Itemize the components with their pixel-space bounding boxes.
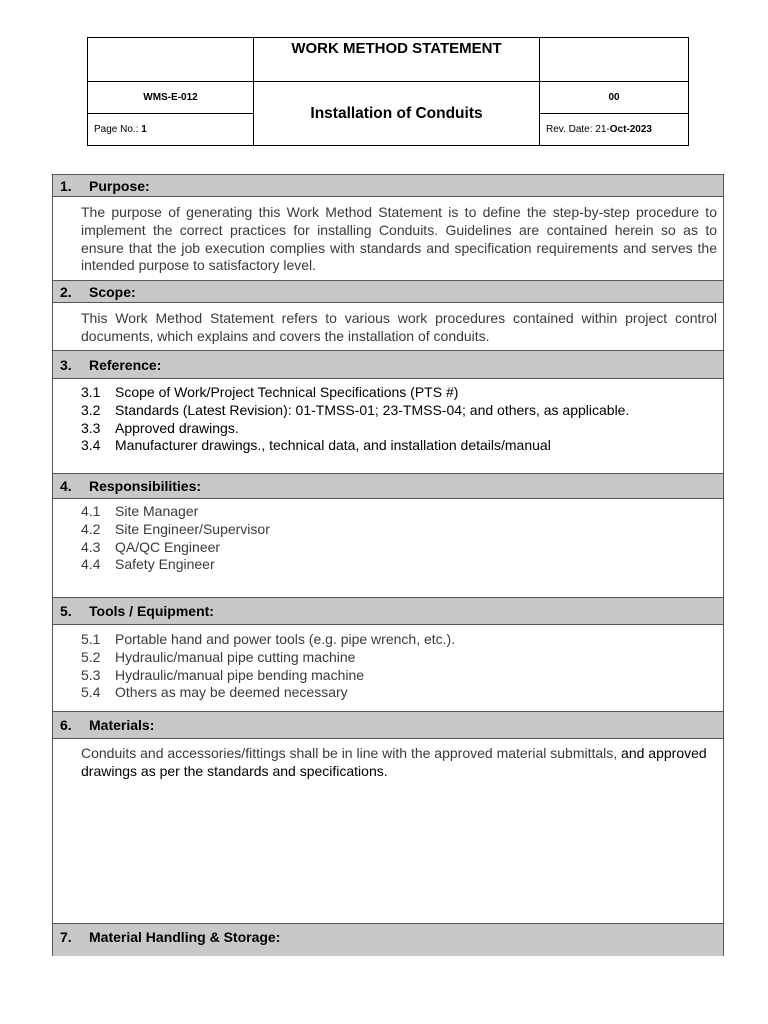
section-body-scope — [52, 303, 724, 350]
item-text: Portable hand and power tools (e.g. pipe wrench, etc.). — [115, 631, 456, 647]
list-item — [81, 402, 717, 420]
item-number: 3.4 — [81, 437, 101, 454]
section-number: 6. — [60, 717, 72, 733]
item-text: Site Manager — [115, 503, 199, 519]
item-number: 5.2 — [81, 648, 101, 665]
item-number: 4.2 — [81, 520, 101, 537]
section-heading-handling — [52, 923, 724, 956]
list-item — [81, 684, 717, 702]
item-number: 5.1 — [81, 631, 101, 647]
list-item — [81, 539, 717, 557]
item-number: 4.1 — [81, 503, 101, 519]
section-number: 7. — [60, 929, 72, 945]
section-heading-materials — [52, 711, 724, 739]
section-title: Material Handling & Storage: — [89, 929, 281, 945]
list-item — [81, 667, 717, 685]
section-body-materials — [52, 739, 724, 923]
materials-text-a: Conduits and accessories/fittings shall be in line with the approved material submittals, — [81, 745, 618, 761]
materials-text-b: and approved drawings as per the standards and specifications. — [81, 745, 707, 779]
item-number: 4.3 — [81, 538, 101, 555]
item-text: Manufacturer drawings., technical data, and installation details/manual — [115, 437, 551, 454]
item-text: Hydraulic/manual pipe cutting machine — [115, 648, 356, 665]
item-number: 3.2 — [81, 401, 101, 418]
list-item — [81, 503, 717, 521]
list-item — [81, 437, 717, 455]
item-text: Scope of Work/Project Technical Specifications (PTS #) — [115, 384, 459, 400]
section-body-reference — [52, 379, 724, 473]
item-number: 5.3 — [81, 666, 101, 683]
item-text: Site Engineer/Supervisor — [115, 520, 270, 537]
section-number: 2. — [60, 283, 72, 300]
header-logo-cell — [88, 38, 254, 82]
list-item — [81, 384, 717, 402]
section-body-tools — [52, 625, 724, 711]
rev-date-value: Oct-2023 — [609, 124, 652, 135]
section-number: 4. — [60, 478, 72, 494]
page-value: 1 — [141, 124, 147, 135]
item-text: Others as may be deemed necessary — [115, 684, 348, 701]
list-item — [81, 631, 717, 649]
item-text: Safety Engineer — [115, 556, 215, 573]
section-heading-purpose — [52, 174, 724, 197]
purpose-text: The purpose of generating this Work Method Statement is to define the step-by-step procedure to implement the correct practices for installing Conduits. Guidelines are contained herein so as to ensure that the job execution complies with standards and specification requirements and serves the intended purpose to satisfactory level. — [81, 204, 717, 274]
list-item — [81, 521, 717, 539]
item-text: QA/QC Engineer — [115, 538, 221, 555]
revision-number: 00 — [540, 82, 689, 114]
list-item — [81, 420, 717, 438]
document-body — [52, 174, 724, 956]
section-title: Materials: — [89, 717, 155, 733]
list-item — [81, 649, 717, 667]
section-number: 1. — [60, 177, 72, 194]
item-text: Hydraulic/manual pipe bending machine — [115, 666, 365, 683]
section-heading-responsibilities — [52, 473, 724, 499]
document-title: WORK METHOD STATEMENT — [254, 38, 540, 82]
item-number: 4.4 — [81, 556, 101, 573]
section-number: 3. — [60, 356, 72, 373]
item-number: 5.4 — [81, 684, 101, 701]
section-title: Scope: — [89, 283, 136, 300]
section-title: Responsibilities: — [89, 478, 202, 494]
item-text: Standards (Latest Revision): 01-TMSS-01; 23-TMSS-04; and others, as applicable. — [115, 401, 630, 418]
section-title: Tools / Equipment: — [89, 603, 214, 619]
document-subject: Installation of Conduits — [254, 82, 540, 146]
list-item — [81, 556, 717, 574]
section-heading-reference — [52, 350, 724, 379]
section-heading-tools — [52, 597, 724, 625]
header-blank-cell — [540, 38, 689, 82]
section-title: Reference: — [89, 356, 162, 373]
item-number: 3.1 — [81, 384, 101, 400]
section-body-purpose — [52, 197, 724, 280]
item-text: Approved drawings. — [115, 419, 239, 436]
section-number: 5. — [60, 603, 72, 619]
section-body-responsibilities — [52, 499, 724, 597]
item-number: 3.3 — [81, 419, 101, 436]
revision-date — [540, 114, 689, 146]
section-heading-scope — [52, 280, 724, 303]
document-number: WMS-E-012 — [88, 82, 254, 114]
page-number — [88, 114, 254, 146]
document-header — [87, 37, 689, 146]
section-title: Purpose: — [89, 177, 150, 194]
rev-date-label: Rev. Date: 21- — [546, 124, 610, 135]
page-label: Page No.: — [94, 124, 142, 135]
scope-text: This Work Method Statement refers to various work procedures contained within project control documents, which explains and covers the installation of conduits. — [81, 310, 717, 344]
